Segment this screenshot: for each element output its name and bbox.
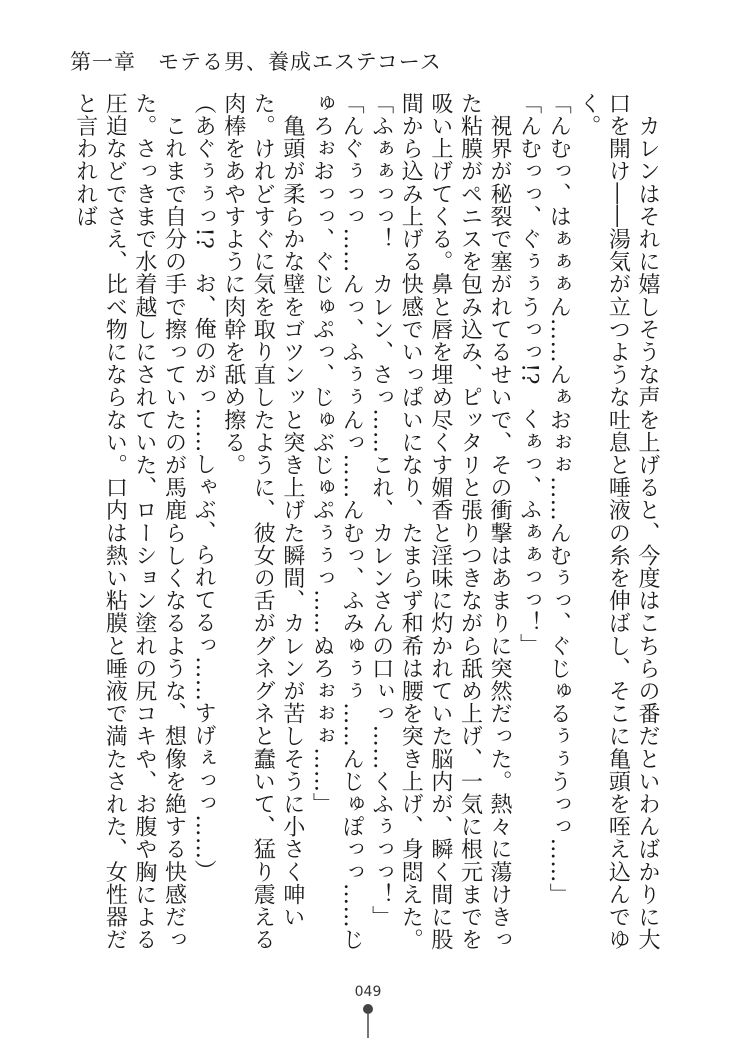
paragraph: 亀頭が柔らかな壁をゴツンッと突き上げた瞬間、カレンが苦しそうに小さく呻いた。けれどすぐに気を取り直したように、彼女の舌がグネグネと蠢いて、猛り震える肉棒をあやすように肉幹を舐め擦る。 xyxy=(220,92,305,951)
chapter-running-head: 第一章 モテる男、養成エステコース xyxy=(70,50,442,74)
inner-thought-line: （あぐぅぅっ!? お、俺のがっ……しゃぶ、られてるっ……すげぇっっ……） xyxy=(191,92,217,883)
dialogue-line: 「んむっっ、ぐぅぅうっっ!? くぁっ、ふぁぁっっ！」 xyxy=(516,92,542,657)
dialogue-line: 「んむっ、はぁぁぁん……んぁおぉぉ……んむぅっ、ぐじゅるぅぅうっっ……」 xyxy=(546,92,572,906)
page-number: 049 xyxy=(354,984,382,1000)
pin-dot xyxy=(363,1004,373,1014)
body-text-column xyxy=(52,92,662,972)
dialogue-line: 「んぐぅっっ……んっ、ふぅぅんっ……んむっ、ふみゅぅぅ……んじゅぽっっ……じゅろぉおっっ、ぐじゅぷっ、じゅぶじゅぷぅぅっ……ぬろぉぉぉ……」 xyxy=(309,92,365,951)
paragraph: これまで自分の手で擦っていたのが馬鹿らしくなるような、想像を絶する快感だった。さっきまで水着越しにされていた、ローション塗れの尻コキや、お腹や胸による圧迫などでさえ、比べ物にならない。口内は熱い粘膜と唾液で満たされた、女性器だと言われれば xyxy=(72,92,187,951)
paragraph: 視界が秘裂で塞がれてるせいで、その衝撃はあまりに突然だった。熱々に蕩けきった粘膜がペニスを包み込み、ピッタリと張りつきながら舐め上げ、一気に根元までを吸い上げてくる。鼻と唇を埋め尽くす媚香と淫味に灼かれていた脳内が、瞬く間に股間から込み上げる快感でいっぱいになり、たまらず和希は腰を突き上げ、身悶えた。 xyxy=(398,92,513,951)
page-marker-pin-icon xyxy=(359,1004,377,1038)
pin-stem xyxy=(367,1014,369,1038)
paragraph: カレンはそれに嬉しそうな声を上げると、今度はこちらの番だといわんばかりに大口を開け――湯気が立つような吐息と唾液の糸を伸ばし、そこに亀頭を咥え込んでゆく。 xyxy=(575,92,660,951)
dialogue-line: 「ふぁぁっっ！ カレン、さっ……これ、カレンさんの口ぃっ……くふぅっっ！」 xyxy=(368,92,394,929)
